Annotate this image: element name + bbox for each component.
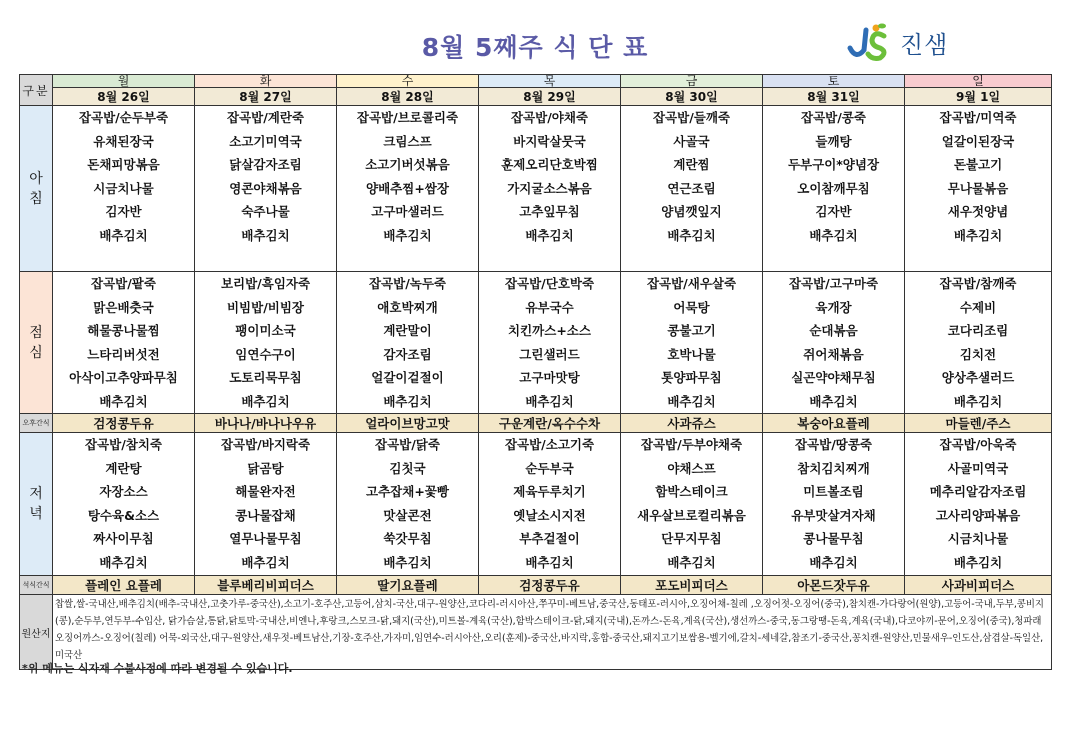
- menu-item: 잡곡밥/들깨죽: [652, 110, 731, 125]
- menu-item: 배추김치: [525, 393, 574, 409]
- breakfast-label-char: 침: [29, 190, 43, 207]
- menu-item: 김치전: [959, 346, 997, 362]
- menu-item: 사골미역국: [947, 460, 1009, 476]
- menu-item: 호박나물: [667, 346, 716, 362]
- afternoon_snack-row: [20, 414, 1052, 433]
- menu-item: 탕수육&소스: [87, 507, 160, 523]
- snack-item: 검정콩두유: [53, 414, 195, 433]
- lunch-day-cell: [479, 272, 621, 414]
- menu-item: 배추김치: [809, 393, 858, 409]
- breakfast-day-cell: [621, 106, 763, 272]
- menu-item: 메추리알감자조림: [929, 484, 1027, 499]
- menu-item: 김자반: [815, 204, 852, 219]
- menu-item: 잡곡밥/소고기죽: [504, 437, 595, 452]
- menu-item: 새우살브로컬리볶음: [637, 507, 746, 523]
- menu-item: 훈제오리단호박찜: [501, 157, 598, 172]
- breakfast-day-cell: [479, 106, 621, 272]
- page-title: 8월 5째주 식 단 표: [421, 33, 649, 62]
- menu-item: 고추잡채+꽃빵: [366, 484, 449, 499]
- menu-item: 해물콩나물찜: [87, 323, 160, 338]
- snack-item: 플레인 요플레: [53, 576, 195, 595]
- menu-item: 얼갈이겉절이: [371, 370, 444, 385]
- dinner-label-char: 녁: [29, 506, 43, 522]
- menu-item: 두부구이*양념장: [787, 157, 880, 172]
- date-cell: 8월 26일: [53, 88, 195, 106]
- snack-item: 사과쥬스: [621, 414, 763, 433]
- menu-item: 잡곡밥/녹두죽: [368, 276, 447, 291]
- menu-item: 실곤약야채무침: [791, 370, 876, 385]
- menu-item: 비빔밥/비빔장: [226, 299, 305, 315]
- footnote: *위 메뉴는 식자재 수불사정에 따라 변경될 수 있습니다.: [22, 662, 293, 675]
- menu-item: 열무나물무침: [229, 531, 302, 546]
- night_snack-label: 석식간식: [20, 576, 53, 595]
- menu-item: 맛살콘전: [383, 507, 432, 523]
- menu-item: 어묵탕: [673, 299, 710, 315]
- menu-item: 느타리버섯전: [87, 346, 160, 362]
- snack-item: 마들렌/주스: [905, 414, 1052, 433]
- lunch-label-char: 점: [29, 324, 43, 341]
- menu-item: 얼갈이된장국: [941, 133, 1015, 149]
- afternoon_snack-label: 오후간식: [20, 414, 53, 433]
- menu-item: 닭살감자조림: [229, 157, 302, 172]
- dinner-day-cell: [905, 433, 1052, 576]
- dinner-day-cell: [763, 433, 905, 576]
- menu-item: 맑은배춧국: [93, 299, 154, 315]
- menu-item: 연근조림: [667, 180, 716, 196]
- menu-item: 새우젓양념: [947, 204, 1009, 219]
- menu-item: 고추잎무침: [519, 204, 580, 219]
- menu-item: 배추김치: [99, 227, 148, 243]
- breakfast-day-cell: [53, 106, 195, 272]
- menu-item: 잡곡밥/땅콩죽: [794, 437, 873, 452]
- menu-item: 제육두루치기: [513, 484, 586, 499]
- snack-item: 구운계란/옥수수차: [479, 414, 621, 433]
- date-cell: 8월 29일: [479, 88, 621, 106]
- menu-item: 잡곡밥/계란죽: [226, 110, 305, 125]
- header-row-dates: [20, 88, 1052, 106]
- menu-item: 배추김치: [667, 227, 716, 243]
- menu-item: 시금치나물: [93, 180, 154, 196]
- logo-text: 진샘: [900, 30, 949, 59]
- menu-item: 잡곡밥/참치죽: [84, 437, 163, 452]
- menu-item: 배추김치: [809, 227, 858, 243]
- dinner-day-cell: [195, 433, 337, 576]
- menu-item: 배추김치: [525, 227, 574, 243]
- menu-item: 야채스프: [667, 460, 716, 476]
- menu-item: 잡곡밥/두부야채죽: [640, 437, 743, 452]
- menu-item: 잡곡밥/바지락죽: [220, 437, 311, 452]
- lunch-row: [20, 272, 1052, 414]
- menu-item: 크림스프: [383, 133, 432, 149]
- menu-item: 콩불고기: [667, 323, 716, 338]
- snack-item: 포도비피더스: [621, 576, 763, 595]
- menu-item: 함박스테이크: [655, 484, 728, 499]
- menu-item: 잡곡밥/고구마죽: [788, 276, 879, 291]
- lunch-label: [20, 272, 53, 414]
- lunch-day-cell: [905, 272, 1052, 414]
- day-name: 화: [195, 75, 337, 88]
- menu-item: 콩나물무침: [803, 531, 864, 546]
- menu-item: 배추김치: [809, 554, 858, 570]
- dinner-day-cell: [479, 433, 621, 576]
- menu-item: 감자조림: [383, 346, 432, 362]
- menu-item: 톳양파무침: [661, 370, 722, 385]
- header-row-days: [20, 75, 1052, 88]
- menu-item: 잡곡밥/참깨죽: [939, 276, 1017, 291]
- dinner-label-char: 저: [29, 486, 43, 502]
- menu-item: 배추김치: [667, 554, 716, 570]
- logo: [842, 22, 948, 62]
- menu-item: 유채된장국: [93, 133, 154, 149]
- day-name: 금: [621, 75, 763, 88]
- menu-item: 미트볼조림: [803, 484, 864, 499]
- menu-item: 김자반: [105, 204, 142, 219]
- breakfast-row: [20, 106, 1052, 272]
- menu-item: 잡곡밥/단호박죽: [504, 276, 595, 291]
- breakfast-label: [20, 106, 53, 272]
- menu-item: 배추김치: [525, 554, 574, 570]
- menu-item: 양배추찜+쌈장: [366, 180, 449, 196]
- menu-item: 옛날소시지전: [513, 507, 586, 523]
- menu-item: 배추김치: [953, 227, 1003, 243]
- origin-label: 원산지: [20, 595, 53, 670]
- menu-item: 콩나물잡채: [235, 507, 296, 523]
- menu-item: 고구마샐러드: [371, 204, 444, 219]
- menu-item: 치킨까스+소스: [508, 323, 591, 338]
- menu-item: 보리밥/흑임자죽: [220, 276, 311, 291]
- menu-item: 시금치나물: [947, 531, 1009, 546]
- date-cell: 9월 1일: [905, 88, 1052, 106]
- menu-item: 유부국수: [525, 299, 574, 315]
- snack-item: 검정콩두유: [479, 576, 621, 595]
- date-cell: 8월 31일: [763, 88, 905, 106]
- menu-item: 오이참깨무침: [797, 180, 870, 196]
- menu-item: 사골국: [673, 133, 710, 149]
- menu-item: 도토리묵무침: [229, 370, 302, 385]
- dinner-label: [20, 433, 53, 576]
- menu-item: 애호박찌개: [377, 299, 438, 315]
- menu-item: 배추김치: [383, 393, 432, 409]
- lunch-day-cell: [195, 272, 337, 414]
- menu-item: 가지굴소스볶음: [507, 180, 592, 196]
- origin-text: 찹쌀,쌀-국내산,배추김치(배추-국내산,고춧가루-중국산),소고기-호주산,고등어,삼치-국산,대구-원양산,코다리-러시아산,쭈꾸미-베트남,중국산,동태포-러시아,오징어채-칠레 ,오징어젓-오징어(중국),참치캔-가다랑어(원양),고등어-국내,두부,콩비지(콩),순두부,연두부-수입산, 닭가슴살,통닭,닭토막-국내산,비엔나,후랑크,스모크-닭,돼지(국산),미트볼-계육(국산),함박스테이크-닭,돼지(국내),돈까스-돈육,계육(국산),생선까스-중국,동그랑땡-돈육,계육(국내),다코야끼-문어,오징어(중국),청파래오징어까스-오징어(칠레) 어묵-외국산,대구-원양산,새우젓-베트남산,기장-호주산,가자미,임연수-러시아산,오리(훈제)-중국산,바지락,홍합-중국산,돼지고기보쌈용-벨기에,갈치-세네갈,참조기-중국산,꽁치캔-원양산,민물새우-인도산,삼겹살-독일산,미국산: [53, 595, 1052, 670]
- menu-item: 해물완자전: [235, 484, 296, 499]
- snack-item: 바나나/바나나우유: [195, 414, 337, 433]
- menu-item: 소고기버섯볶음: [365, 157, 450, 172]
- menu-item: 잡곡밥/아욱죽: [939, 437, 1017, 452]
- snack-item: 사과비피더스: [905, 576, 1052, 595]
- menu-item: 숙주나물: [241, 204, 290, 219]
- menu-item: 계란말이: [383, 323, 432, 338]
- breakfast-day-cell: [195, 106, 337, 272]
- menu-item: 바지락살뭇국: [513, 133, 586, 149]
- menu-item: 순두부국: [525, 460, 574, 476]
- date-cell: 8월 27일: [195, 88, 337, 106]
- menu-item: 잡곡밥/닭죽: [375, 437, 440, 452]
- menu-item: 잡곡밥/브로콜리죽: [356, 110, 459, 125]
- breakfast-day-cell: [337, 106, 479, 272]
- menu-item: 임연수구이: [235, 346, 296, 362]
- menu-item: 쥐어채볶음: [803, 346, 864, 362]
- menu-item: 단무지무침: [661, 531, 722, 546]
- origin-row: [20, 595, 1052, 670]
- dinner-day-cell: [621, 433, 763, 576]
- breakfast-day-cell: [905, 106, 1052, 272]
- menu-item: 배추김치: [99, 554, 148, 570]
- menu-item: 잡곡밥/콩죽: [801, 110, 866, 125]
- day-name: 수: [337, 75, 479, 88]
- lunch-day-cell: [763, 272, 905, 414]
- lunch-day-cell: [337, 272, 479, 414]
- menu-item: 부추겉절이: [519, 531, 580, 546]
- menu-item: 수제비: [959, 299, 997, 315]
- menu-item: 배추김치: [383, 227, 432, 243]
- menu-item: 배추김치: [667, 393, 716, 409]
- menu-item: 닭곰탕: [247, 460, 284, 476]
- snack-item: 얼라이브망고맛: [337, 414, 479, 433]
- menu-item: 고구마맛탕: [519, 370, 580, 385]
- menu-item: 배추김치: [953, 554, 1003, 570]
- menu-item: 영콘야채볶음: [229, 180, 302, 196]
- menu-item: 소고기미역국: [229, 133, 302, 149]
- menu-item: 자장소스: [99, 484, 148, 499]
- snack-item: 복숭아요플레: [763, 414, 905, 433]
- menu-item: 참치김치찌개: [797, 460, 870, 476]
- menu-item: 짜사이무침: [93, 531, 154, 546]
- breakfast-day-cell: [763, 106, 905, 272]
- jinsaem-logo-icon: [842, 22, 892, 62]
- category-header: 구분: [20, 75, 53, 106]
- day-name: 일: [905, 75, 1052, 88]
- menu-item: 배추김치: [241, 227, 290, 243]
- menu-item: 계란탕: [105, 460, 142, 476]
- menu-item: 배추김치: [953, 393, 1003, 409]
- menu-item: 고사리양파볶음: [935, 507, 1021, 523]
- menu-item: 양상추샐러드: [941, 370, 1015, 385]
- dinner-row: [20, 433, 1052, 576]
- menu-item: 아삭이고추양파무침: [69, 370, 178, 385]
- lunch-label-char: 심: [29, 344, 43, 361]
- menu-item: 잡곡밥/야채죽: [510, 110, 589, 125]
- day-name: 목: [479, 75, 621, 88]
- menu-item: 김칫국: [389, 460, 426, 476]
- menu-item: 양념깻잎지: [661, 204, 722, 219]
- menu-item: 돈채피망볶음: [87, 157, 160, 172]
- menu-item: 배추김치: [241, 554, 290, 570]
- menu-item: 잡곡밥/새우살죽: [646, 276, 737, 291]
- date-cell: 8월 30일: [621, 88, 763, 106]
- menu-table: [19, 74, 1052, 670]
- menu-item: 순대볶음: [809, 323, 858, 338]
- day-name: 토: [763, 75, 905, 88]
- menu-item: 배추김치: [99, 393, 148, 409]
- night_snack-row: [20, 576, 1052, 595]
- menu-item: 그린샐러드: [519, 346, 580, 362]
- snack-item: 딸기요플레: [337, 576, 479, 595]
- dinner-day-cell: [337, 433, 479, 576]
- menu-item: 배추김치: [383, 554, 432, 570]
- menu-item: 잡곡밥/미역죽: [939, 110, 1017, 125]
- dinner-day-cell: [53, 433, 195, 576]
- lunch-day-cell: [621, 272, 763, 414]
- menu-item: 유부맛살겨자채: [791, 507, 876, 523]
- menu-item: 들깨탕: [815, 133, 852, 149]
- menu-item: 무나물볶음: [947, 180, 1009, 196]
- menu-item: 배추김치: [241, 393, 290, 409]
- menu-item: 잡곡밥/순두부죽: [78, 110, 169, 125]
- breakfast-label-char: 아: [29, 170, 43, 187]
- menu-item: 돈불고기: [953, 157, 1003, 172]
- menu-item: 쑥갓무침: [383, 531, 432, 546]
- menu-item: 코다리조림: [947, 323, 1009, 338]
- date-cell: 8월 28일: [337, 88, 479, 106]
- menu-item: 잡곡밥/팥죽: [91, 276, 156, 291]
- menu-item: 계란찜: [673, 157, 710, 172]
- menu-item: 팽이미소국: [235, 323, 296, 338]
- menu-item: 육개장: [815, 299, 852, 315]
- snack-item: 블루베리비피더스: [195, 576, 337, 595]
- snack-item: 아몬드잣두유: [763, 576, 905, 595]
- day-name: 월: [53, 75, 195, 88]
- lunch-day-cell: [53, 272, 195, 414]
